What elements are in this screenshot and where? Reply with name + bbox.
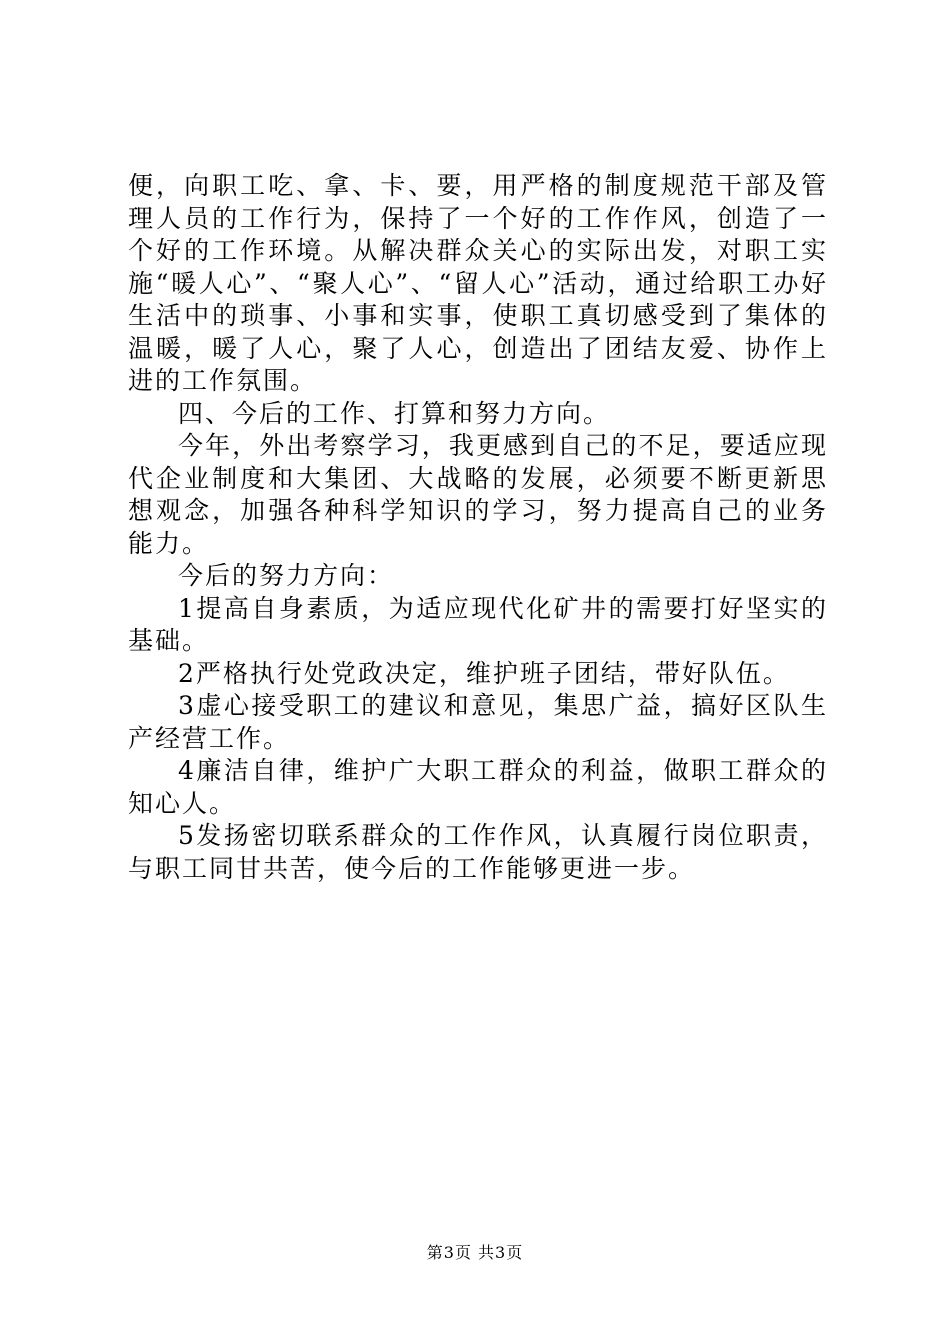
list-item: 4廉洁自律，维护广大职工群众的利益，做职工群众的知心人。 (128, 756, 828, 818)
section-heading: 四、今后的工作、打算和努力方向。 (178, 398, 611, 428)
list-item: 2严格执行处党政决定，维护班子团结，带好队伍。 (178, 658, 790, 688)
list-item: 1提高自身素质，为适应现代化矿井的需要打好坚实的基础。 (128, 593, 828, 655)
list-item: 5发扬密切联系群众的工作作风，认真履行岗位职责，与职工同甘共苦，使今后的工作能够更进一步。 (128, 821, 828, 883)
paragraph-continuation: 便，向职工吃、拿、卡、要，用严格的制度规范干部及管理人员的工作行为，保持了一个好的工作作风，创造了一个好的工作环境。从解决群众关心的实际出发，对职工实施“暖人心”、“聚人心”、“留人心”活动，通过给职工办好生活中的琐事、小事和实事，使职工真切感受到了集体的温暖，暖了人心，聚了人心，创造出了团结友爱、协作上进的工作氛围。 (128, 171, 828, 395)
paragraph: 今年，外出考察学习，我更感到自己的不足，要适应现代企业制度和大集团、大战略的发展，必须要不断更新思想观念，加强各种科学知识的学习，努力提高自己的业务能力。 (128, 431, 828, 558)
list-item: 3虚心接受职工的建议和意见，集思广益，搞好区队生产经营工作。 (128, 691, 828, 753)
list-intro: 今后的努力方向： (178, 561, 395, 590)
page-number-footer: 第3页 共3页 (426, 1243, 524, 1262)
document-body (128, 170, 828, 885)
